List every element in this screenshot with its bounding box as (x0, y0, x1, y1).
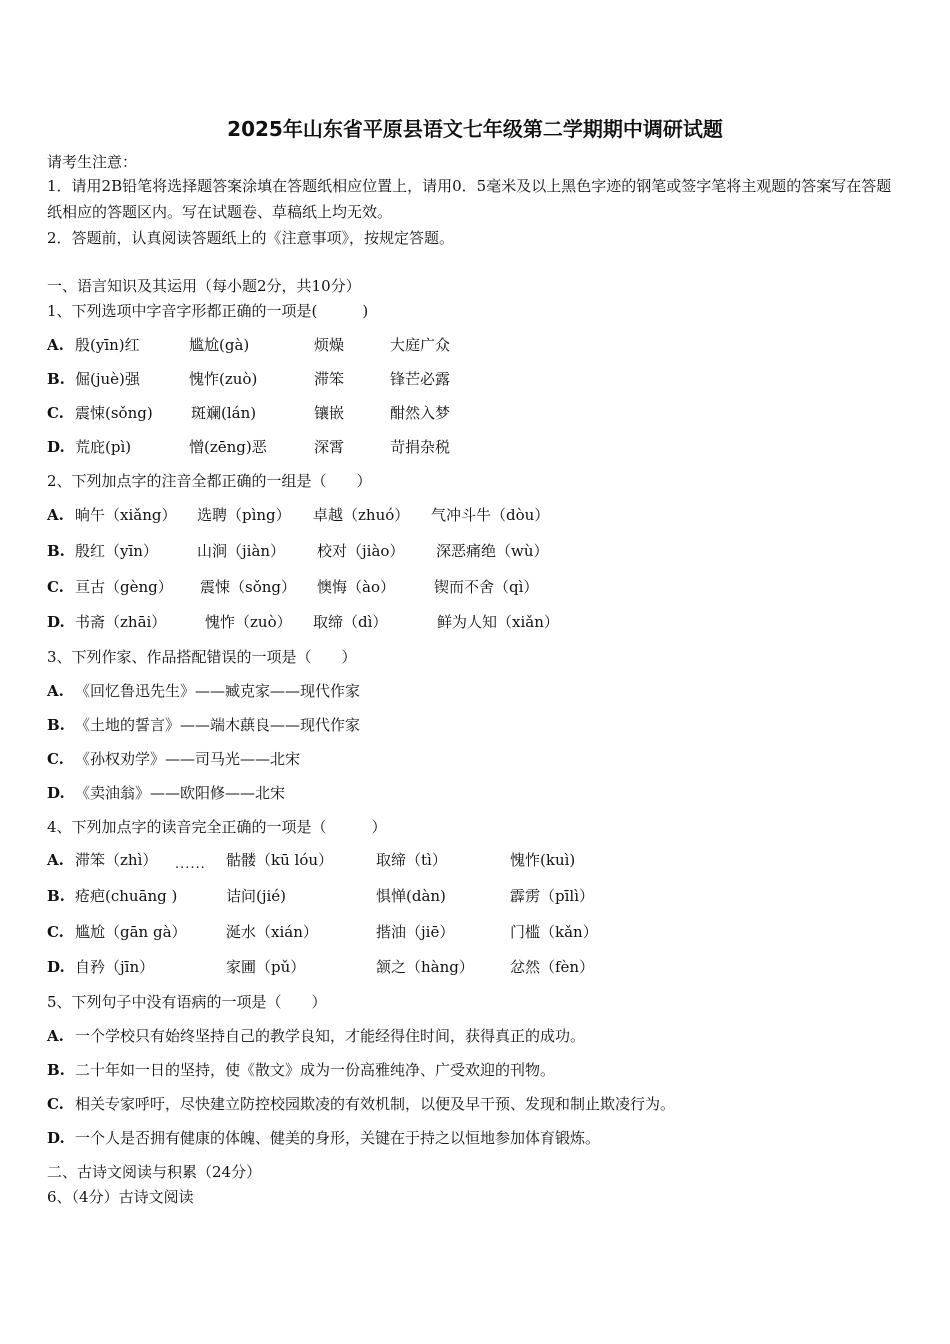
q3-stem: 3、下列作家、作品搭配错误的一项是（ ） (47, 648, 357, 666)
option-word: 骷髅（kū lóu） (226, 851, 334, 869)
q4-stem: 4、下列加点字的读音完全正确的一项是（ ） (47, 818, 387, 836)
option-label: B. (47, 1061, 65, 1079)
option-label: A. (47, 851, 64, 869)
option-word: 校对（jiào） (317, 542, 405, 560)
option-word: 山涧（jiàn） (197, 542, 286, 560)
option-word: 气冲斗牛（dòu） (431, 506, 550, 524)
section-1-heading: 一、语言知识及其运用（每小题2分，共10分） (47, 277, 361, 295)
option-word: 忿然（fèn） (510, 958, 595, 976)
option-word: 诘问(jié) (226, 887, 287, 905)
option-word: 揩油（jiē） (376, 923, 455, 941)
option-text: 一个学校只有始终坚持自己的教学良知，才能经得住时间，获得真正的成功。 (75, 1027, 586, 1045)
option-label: A. (47, 1027, 64, 1045)
option-label: B. (47, 887, 65, 905)
option-label: B. (47, 716, 65, 734)
option-label: A. (47, 682, 64, 700)
option-label: C. (47, 923, 64, 941)
option-word: 卓越（zhuó） (313, 506, 410, 524)
option-word: 烦燥 (314, 336, 345, 354)
option-text: 二十年如一日的坚持，使《散文》成为一份高雅纯净、广受欢迎的刊物。 (75, 1061, 556, 1079)
option-text: 《土地的誓言》——端木蕻良——现代作家 (75, 716, 361, 734)
option-label: C. (47, 1095, 64, 1113)
option-word: 涎水（xián） (226, 923, 318, 941)
option-word: 懊悔（ào） (317, 578, 395, 596)
option-word: 愧怍（zuò） (205, 613, 292, 631)
option-word: 取缔（dì） (313, 613, 388, 631)
option-word: 尴尬(gà) (189, 336, 250, 354)
option-word: 震悚（sǒng） (200, 578, 296, 596)
option-word: 震悚(sǒng) (75, 404, 153, 422)
option-label: D. (47, 1129, 65, 1147)
option-label: D. (47, 438, 65, 456)
option-word: 取缔（tì） (376, 851, 447, 869)
option-word: 苛捐杂税 (390, 438, 451, 456)
option-word: 自矜（jīn） (75, 958, 155, 976)
option-word: 锋芒必露 (390, 370, 451, 388)
option-word: 疮疤(chuāng ) (75, 887, 178, 905)
option-word: 门槛（kǎn） (510, 923, 598, 941)
notice-heading: 请考生注意： (47, 153, 138, 171)
emphasis-dots: ...... (175, 857, 206, 872)
option-label: C. (47, 578, 64, 596)
option-word: 荒庇(pì) (75, 438, 132, 456)
option-word: 愧怍(kuì) (510, 851, 576, 869)
option-word: 殷(yīn)红 (75, 336, 140, 354)
option-word: 晌午（xiǎng） (75, 506, 177, 524)
option-label: A. (47, 336, 64, 354)
option-word: 愧怍(zuò) (189, 370, 258, 388)
option-word: 倔(juè)强 (75, 370, 140, 388)
option-text: 一个人是否拥有健康的体魄、健美的身形，关键在于持之以恒地参加体育锻炼。 (75, 1129, 601, 1147)
option-word: 憎(zēng)恶 (189, 438, 267, 456)
section-2-heading: 二、古诗文阅读与积累（24分） (47, 1163, 262, 1181)
option-label: D. (47, 613, 65, 631)
option-word: 深霄 (314, 438, 345, 456)
option-word: 镶嵌 (314, 404, 345, 422)
option-word: 鲜为人知（xiǎn） (437, 613, 559, 631)
option-word: 大庭广众 (390, 336, 451, 354)
option-word: 斑斓(lán) (191, 404, 257, 422)
option-text: 《回忆鲁迅先生》——臧克家——现代作家 (75, 682, 361, 700)
option-word: 锲而不舍（qì） (434, 578, 539, 596)
option-word: 家圃（pǔ） (226, 958, 306, 976)
option-label: D. (47, 958, 65, 976)
option-label: A. (47, 506, 64, 524)
option-label: C. (47, 404, 64, 422)
option-word: 滞笨（zhì） (75, 851, 158, 869)
option-word: 滞笨 (314, 370, 345, 388)
option-label: C. (47, 750, 64, 768)
option-word: 酣然入梦 (390, 404, 451, 422)
option-word: 亘古（gèng） (75, 578, 173, 596)
option-text: 相关专家呼吁，尽快建立防控校园欺凌的有效机制，以便及早干预、发现和制止欺凌行为。 (75, 1095, 676, 1113)
q1-stem: 1、下列选项中字音字形都正确的一项是( ) (47, 302, 369, 320)
option-word: 惧惮(dàn) (376, 887, 446, 905)
q6-stem: 6、（4分）古诗文阅读 (47, 1188, 194, 1206)
option-text: 《卖油翁》——欧阳修——北宋 (75, 784, 286, 802)
option-label: B. (47, 370, 65, 388)
notice-item-2: 2．答题前，认真阅读答题纸上的《注意事项》，按规定答题。 (47, 229, 455, 247)
notice-item-1: 1．请用2B铅笔将选择题答案涂填在答题纸相应位置上，请用0．5毫米及以上黑色字迹的钢笔或签字笔将主观题的答案写在答题纸相应的答题区内。写在试题卷、草稿纸上均无效。 (47, 177, 892, 221)
option-word: 选聘（pìng） (197, 506, 291, 524)
option-word: 颔之（hàng） (376, 958, 474, 976)
option-word: 殷红（yīn） (75, 542, 158, 560)
option-word: 霹雳（pīlì） (510, 887, 594, 905)
page-title: 2025年山东省平原县语文七年级第二学期期中调研试题 (227, 117, 723, 141)
option-word: 书斋（zhāi） (75, 613, 167, 631)
option-word: 深恶痛绝（wù） (436, 542, 549, 560)
q2-stem: 2、下列加点字的注音全都正确的一组是（ ） (47, 472, 372, 490)
option-label: D. (47, 784, 65, 802)
option-label: B. (47, 542, 65, 560)
option-text: 《孙权劝学》——司马光——北宋 (75, 750, 301, 768)
option-word: 尴尬（gān gà） (75, 923, 187, 941)
q5-stem: 5、下列句子中没有语病的一项是（ ） (47, 993, 327, 1011)
